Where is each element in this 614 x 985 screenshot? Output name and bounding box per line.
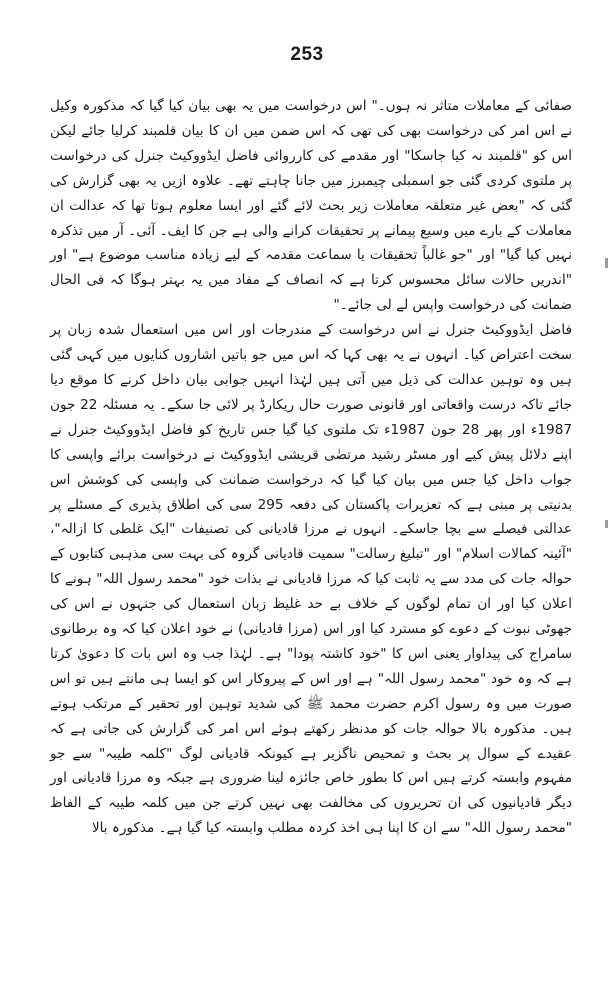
margin-speck <box>605 258 608 268</box>
page-number: 253 <box>290 44 324 65</box>
paragraph-2: فاضل ایڈووکیٹ جنرل نے اس درخواست کے مندرجات اور اس میں استعمال شدہ زبان پر سخت اعتراض کیا۔ انہوں نے یہ بھی کہا کہ اس میں جو باتیں اشاروں کنایوں میں کہی گئی ہیں وہ توہین عدالت کی ذیل میں آتی ہیں لہٰذا انہیں جوابی بیان داخل کرنے کا موقع دیا جائے تاکہ درست واقعاتی اور قانونی صورت حال ریکارڈ پر لائی جا سکے۔ یہ مسئلہ 22 جون 1987ء اور پھر 28 جون 1987ء تک ملتوی کیا گیا جس تاریخ کو فاضل ایڈووکیٹ جنرل نے اپنے دلائل پیش کیے اور مسٹر رشید مرتضٰی قریشی ایڈووکیٹ نے درخواست برائے واپسی کا جواب داخل کیا جس میں بیان کیا گیا کہ درخواست ضمانت کی واپسی کی کوشش اس بدنیتی پر مبنی ہے کہ تعزیرات پاکستان کی دفعہ 295 سی کی اطلاق پذیری کے مسئلے پر عدالتی فیصلے سے بچا جاسکے۔ انہوں نے مرزا قادیانی کی تصنیفات "ایک غلطی کا ازالہ"، "آئینہ کمالات اسلام" اور "تبلیغ رسالت" سمیت قادیانی گروہ کی بہت سی مذہبی کتابوں کے حوالہ جات کی مدد سے یہ ثابت کیا کہ مرزا قادیانی نے بذات خود "محمد رسول اللہ" ہونے کا اعلان کیا اور ان تمام لوگوں کے خلاف بے حد غلیظ زبان استعمال کی جنہوں نے اس کی جھوٹی نبوت کے دعوے کو مسترد کیا اور اس (مرزا قادیانی) نے خود اعلان کیا کہ وہ برطانوی سامراج کی پیداوار یعنی اس کا "خود کاشتہ پودا" ہے۔ لہٰذا جب وہ اس بات کا دعویٰ کرتا ہے کہ وہ خود "محمد رسول اللہ" ہے اور اس کے پیروکار اس کو ایسا ہی مانتے ہیں تو اس صورت میں وہ رسول اکرم حضرت محمد ﷺ کی شدید توہین اور تحقیر کے مرتکب ہوتے ہیں۔ مذکورہ بالا حوالہ جات کو مدنظر رکھتے ہوئے اس امر کی گزارش کی جاتی ہے کہ عقیدے کے سوال پر بحث و تمحیص ناگزیر ہے کیونکہ قادیانی لوگ "کلمہ طیبہ" سے جو مفہوم وابستہ کرتے ہیں اس کا بطور خاص جائزہ لینا ضروری ہے جبکہ وہ مرزا قادیانی اور دیگر قادیانیوں کی ان تحریروں کی مخالفت بھی نہیں کرتے جن میں کلمہ طیبہ کے الفاظ "محمد رسول اللہ" سے ان کا اپنا ہی اخذ کردہ مطلب وابستہ کیا گیا ہے۔ مذکورہ بالا <box>50 322 573 837</box>
body-text <box>50 94 572 841</box>
margin-speck <box>605 520 608 528</box>
paragraph-1: صفائی کے معاملات متاثر نہ ہوں۔" اس درخواست میں یہ بھی بیان کیا گیا کہ مذکورہ وکیل نے اس امر کی درخواست بھی کی تھی کہ اس ضمن میں ان کا بیان قلمبند کرلیا جائے لیکن اس کو "قلمبند نہ کیا جاسکا" اور مقدمے کی کارروائی فاضل ایڈووکیٹ جنرل کی درخواست پر ملتوی کردی گئی جو اسمبلی چیمبرز میں جانا چاہتے تھے۔ علاوہ ازیں یہ بھی گزارش کی گئی کہ "بعض غیر متعلقہ معاملات زیر بحث لائے گئے اور ایسا معلوم ہوتا تھا کہ عدالت ان معاملات کے بارے میں وسیع پیمانے پر تحقیقات کرانے والی ہے جن کا ایف۔ آئی۔ آر میں تذکرہ نہیں کیا گیا" اور "جو غالباً تحقیقات یا سماعت مقدمہ کے لیے زیادہ مناسب موضوع ہے" اور "اندریں حالات سائل محسوس کرتا ہے کہ انصاف کے مفاد میں یہ بہتر ہوگا کہ فی الحال ضمانت کی درخواست واپس لے لی جائے۔" <box>50 98 572 314</box>
